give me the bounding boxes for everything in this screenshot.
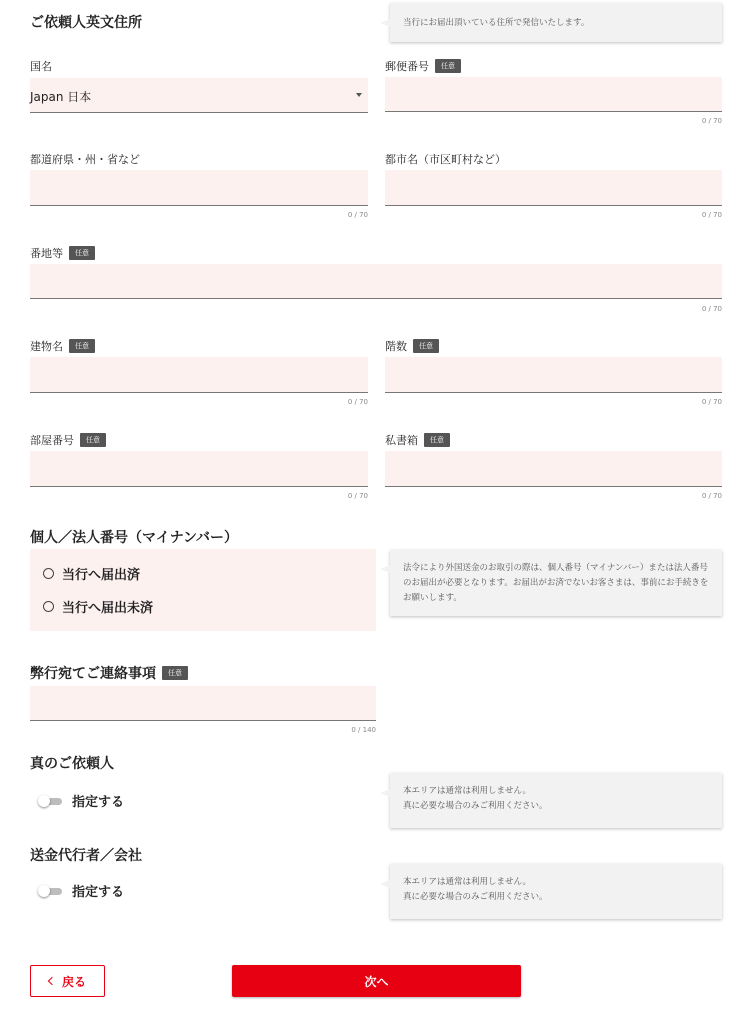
radio-option-submitted[interactable] xyxy=(43,564,140,583)
optional-badge: 任意 xyxy=(69,339,95,353)
prefecture-label xyxy=(30,151,140,167)
next-button-label: 次へ xyxy=(364,974,389,989)
country-label xyxy=(30,58,52,74)
building-input[interactable] xyxy=(30,357,368,393)
po-box-counter: 0 / 70 xyxy=(701,492,722,500)
agent-note xyxy=(390,864,722,919)
prefecture-label-text: 都道府県・州・省など xyxy=(30,153,140,166)
agent-note-line2: 真に必要な場合のみご利用ください。 xyxy=(403,892,548,902)
true-requester-section-title: 真のご依頼人 xyxy=(30,756,114,772)
address-note xyxy=(390,3,722,42)
floor-label xyxy=(385,338,439,354)
note-pointer xyxy=(380,19,390,27)
true-requester-note-line2: 真に必要な場合のみご利用ください。 xyxy=(403,801,548,811)
city-label xyxy=(385,151,506,167)
optional-badge: 任意 xyxy=(424,433,450,447)
building-label-text: 建物名 xyxy=(30,340,63,353)
street-label xyxy=(30,245,95,261)
room-label xyxy=(30,432,106,448)
po-box-label-text: 私書箱 xyxy=(385,434,418,447)
postal-code-label-text: 郵便番号 xyxy=(385,60,429,73)
floor-input[interactable] xyxy=(385,357,722,393)
prefecture-input[interactable] xyxy=(30,170,368,206)
toggle-knob xyxy=(38,885,50,897)
city-input[interactable] xyxy=(385,170,722,206)
agent-toggle-label: 指定する xyxy=(72,885,125,900)
optional-badge: 任意 xyxy=(80,433,106,447)
floor-counter: 0 / 70 xyxy=(701,398,722,406)
street-label-text: 番地等 xyxy=(30,247,63,260)
country-label-text: 国名 xyxy=(30,60,52,73)
postal-code-counter: 0 / 70 xyxy=(701,117,722,125)
note-pointer xyxy=(380,565,390,573)
address-section-title: ご依頼人英文住所 xyxy=(30,15,142,31)
my-number-note xyxy=(390,550,722,616)
optional-badge: 任意 xyxy=(69,246,95,260)
agent-section-title: 送金代行者／会社 xyxy=(30,848,142,864)
optional-badge: 任意 xyxy=(435,59,461,73)
contact-notes-counter: 0 / 140 xyxy=(351,726,376,734)
po-box-label xyxy=(385,432,450,448)
radio-circle-icon[interactable] xyxy=(43,601,54,612)
true-requester-toggle-label: 指定する xyxy=(72,795,125,810)
building-label xyxy=(30,338,95,354)
contact-notes-input[interactable] xyxy=(30,686,376,721)
radio-circle-icon[interactable] xyxy=(43,568,54,579)
country-select-value: Japan 日本 xyxy=(30,90,92,104)
address-note-text: 当行にお届出頂いている住所で発信いたします。 xyxy=(403,18,590,28)
po-box-input[interactable] xyxy=(385,451,722,487)
agent-note-line1: 本エリアは通常は利用しません。 xyxy=(403,877,532,887)
street-counter: 0 / 70 xyxy=(701,305,722,313)
true-requester-toggle-row[interactable] xyxy=(36,791,124,810)
city-label-text: 都市名（市区町村など） xyxy=(385,153,506,166)
back-button[interactable] xyxy=(30,965,105,997)
agent-toggle[interactable] xyxy=(36,884,64,898)
postal-code-input[interactable] xyxy=(385,77,722,112)
radio-option-label: 当行へ届出未済 xyxy=(62,601,154,616)
true-requester-toggle[interactable] xyxy=(36,794,64,808)
toggle-knob xyxy=(38,795,50,807)
optional-badge: 任意 xyxy=(413,339,439,353)
back-button-label: 戻る xyxy=(61,974,86,989)
contact-section-title xyxy=(30,663,188,683)
note-pointer xyxy=(380,880,390,888)
contact-section-title-text: 弊行宛てご連絡事項 xyxy=(30,666,156,682)
city-counter: 0 / 70 xyxy=(701,211,722,219)
next-button[interactable] xyxy=(232,965,521,997)
chevron-left-icon xyxy=(48,977,56,985)
optional-badge: 任意 xyxy=(162,666,188,680)
postal-code-label xyxy=(385,58,461,74)
prefecture-counter: 0 / 70 xyxy=(347,211,368,219)
chevron-down-icon xyxy=(356,93,362,97)
radio-option-not-submitted[interactable] xyxy=(43,597,153,616)
country-select[interactable] xyxy=(30,78,368,113)
room-label-text: 部屋番号 xyxy=(30,434,74,447)
true-requester-note-line1: 本エリアは通常は利用しません。 xyxy=(403,786,532,796)
floor-label-text: 階数 xyxy=(385,340,407,353)
my-number-radio-group xyxy=(30,549,376,631)
my-number-section-title: 個人／法人番号（マイナンバー） xyxy=(30,530,239,546)
room-input[interactable] xyxy=(30,451,368,487)
street-input[interactable] xyxy=(30,264,722,299)
my-number-note-text: 法令により外国送金のお取引の際は、個人番号（マイナンバー）または法人番号のお届出が必要となります。お届出がお済でないお客さまは、事前にお手続きをお願いします。 xyxy=(403,563,709,603)
note-pointer xyxy=(380,789,390,797)
radio-option-label: 当行へ届出済 xyxy=(62,568,141,583)
true-requester-note xyxy=(390,773,722,828)
agent-toggle-row[interactable] xyxy=(36,881,124,900)
building-counter: 0 / 70 xyxy=(347,398,368,406)
room-counter: 0 / 70 xyxy=(347,492,368,500)
